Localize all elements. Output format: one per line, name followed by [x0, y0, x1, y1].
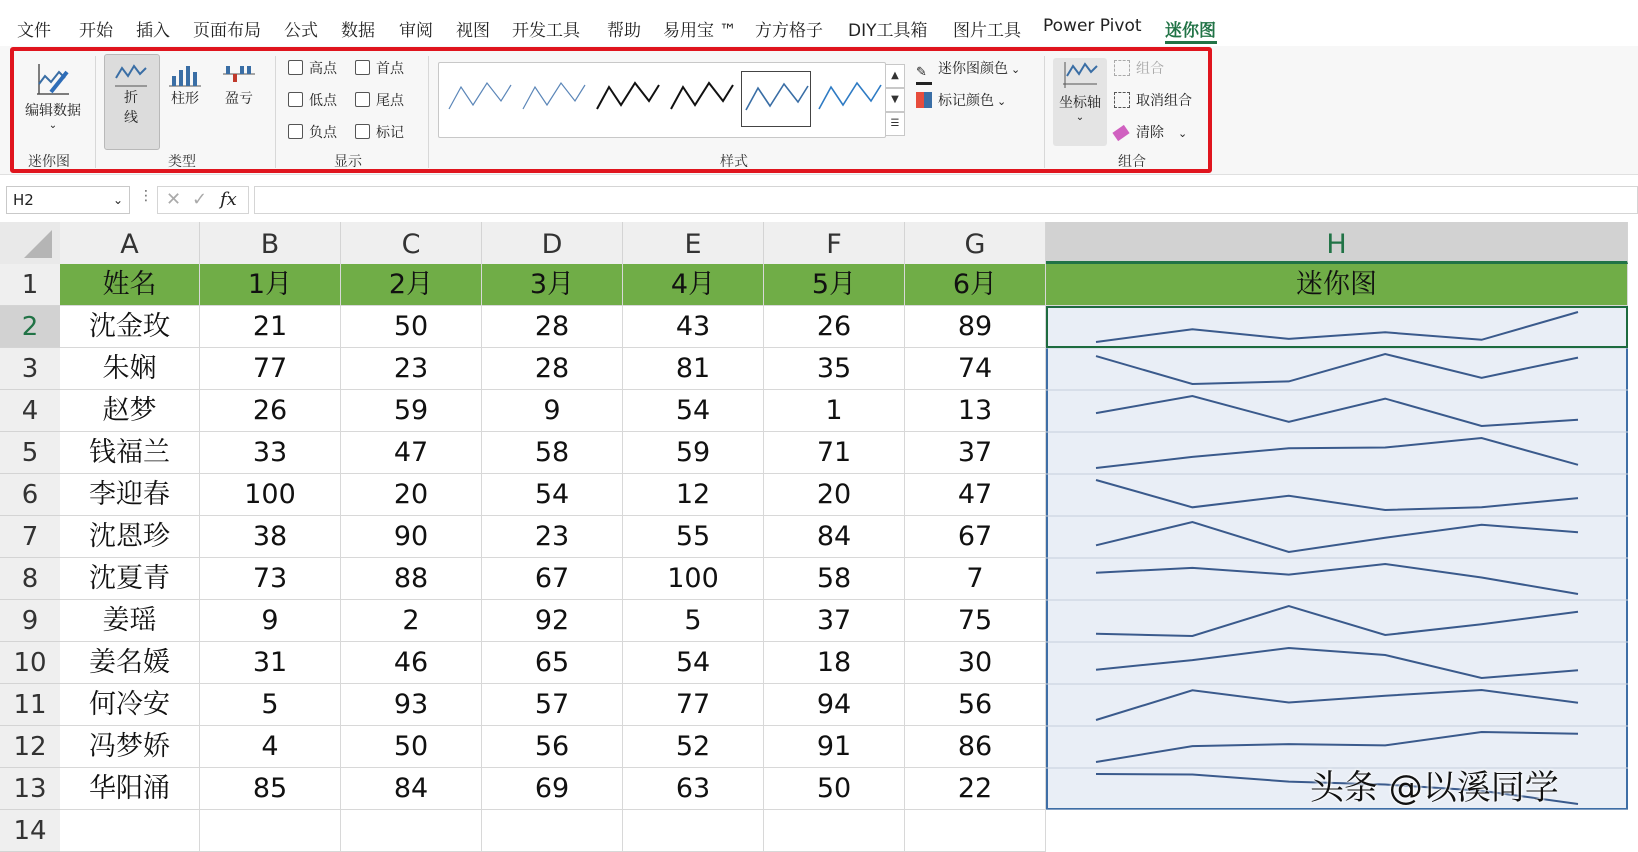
- value-cell[interactable]: 92: [482, 600, 623, 642]
- menu-tab[interactable]: 开始: [79, 21, 113, 41]
- group-label: 组合: [1136, 61, 1164, 77]
- value-cell[interactable]: 5: [623, 600, 764, 642]
- row-header[interactable]: 12: [0, 726, 60, 768]
- value-cell[interactable]: 23: [482, 516, 623, 558]
- menu-tab[interactable]: 数据: [341, 21, 375, 41]
- value-cell[interactable]: 31: [200, 642, 341, 684]
- active-tab-underline: [1165, 41, 1217, 44]
- header-cell[interactable]: 迷你图: [1046, 264, 1628, 306]
- value-cell[interactable]: 54: [482, 474, 623, 516]
- value-cell[interactable]: 21: [200, 306, 341, 348]
- group-label-sparkline: 迷你图: [28, 154, 70, 170]
- header-cell[interactable]: 5月: [764, 264, 905, 306]
- pen-color-icon: ✎: [916, 66, 932, 85]
- group-label-group: 组合: [1118, 154, 1146, 170]
- value-cell[interactable]: 54: [623, 390, 764, 432]
- value-cell[interactable]: 47: [905, 474, 1046, 516]
- value-cell[interactable]: 23: [341, 348, 482, 390]
- value-cell[interactable]: 1: [764, 390, 905, 432]
- row-header[interactable]: 5: [0, 432, 60, 474]
- row-header[interactable]: 1: [0, 264, 60, 306]
- formula-controls: [157, 186, 249, 214]
- sparkline[interactable]: [1096, 606, 1578, 636]
- empty-cell[interactable]: [623, 810, 764, 852]
- value-cell[interactable]: 13: [905, 390, 1046, 432]
- value-cell[interactable]: 18: [764, 642, 905, 684]
- marker-color-label: 标记颜色: [938, 93, 994, 109]
- value-cell[interactable]: 75: [905, 600, 1046, 642]
- row-header[interactable]: 8: [0, 558, 60, 600]
- value-cell[interactable]: 50: [341, 726, 482, 768]
- header-cell[interactable]: 4月: [623, 264, 764, 306]
- row-header[interactable]: 13: [0, 768, 60, 810]
- sparkline[interactable]: [1096, 732, 1578, 762]
- value-cell[interactable]: 28: [482, 348, 623, 390]
- row-header[interactable]: 14: [0, 810, 60, 852]
- menu-tab[interactable]: Power Pivot: [1043, 16, 1142, 36]
- column-header[interactable]: A: [60, 222, 200, 264]
- row-header[interactable]: 11: [0, 684, 60, 726]
- value-cell[interactable]: 100: [623, 558, 764, 600]
- row-header[interactable]: 7: [0, 516, 60, 558]
- name-cell[interactable]: 何冷安: [60, 684, 200, 726]
- menu-tab[interactable]: 方方格子: [755, 21, 823, 41]
- value-cell[interactable]: 73: [200, 558, 341, 600]
- empty-cell[interactable]: [905, 810, 1046, 852]
- header-cell[interactable]: 姓名: [60, 264, 200, 306]
- menu-tab[interactable]: 文件: [17, 21, 51, 41]
- menu-tab[interactable]: 易用宝 ™: [663, 21, 737, 41]
- group-label-style: 样式: [720, 154, 748, 170]
- value-cell[interactable]: 4: [200, 726, 341, 768]
- value-cell[interactable]: 55: [623, 516, 764, 558]
- sparkline[interactable]: [1096, 396, 1578, 426]
- value-cell[interactable]: 5: [200, 684, 341, 726]
- value-cell[interactable]: 46: [341, 642, 482, 684]
- empty-cell[interactable]: [200, 810, 341, 852]
- value-cell[interactable]: 71: [764, 432, 905, 474]
- value-cell[interactable]: 54: [623, 642, 764, 684]
- column-header[interactable]: G: [905, 222, 1046, 264]
- name-box-value: H2: [13, 191, 34, 209]
- chevron-down-icon: ⌄: [48, 120, 58, 131]
- value-cell[interactable]: 81: [623, 348, 764, 390]
- chevron-down-icon: ⌄: [1011, 63, 1021, 76]
- clear-label: 清除: [1136, 125, 1164, 141]
- menu-tab[interactable]: 视图: [456, 21, 490, 41]
- value-cell[interactable]: 59: [341, 390, 482, 432]
- active-cell-h2[interactable]: [1046, 306, 1628, 348]
- column-header[interactable]: D: [482, 222, 623, 264]
- value-cell[interactable]: 52: [623, 726, 764, 768]
- row-header[interactable]: 2: [0, 306, 60, 348]
- value-cell[interactable]: 84: [341, 768, 482, 810]
- column-type-label: 柱形: [171, 91, 199, 107]
- chevron-down-icon: ⌄: [997, 95, 1007, 108]
- row-header[interactable]: 4: [0, 390, 60, 432]
- chevron-down-icon: ⌄: [112, 193, 123, 207]
- formula-input[interactable]: [254, 186, 1638, 214]
- name-cell[interactable]: 沈夏青: [60, 558, 200, 600]
- watermark-text: 头条 @以溪同学: [1310, 768, 1559, 808]
- gallery-down-icon[interactable]: ▼: [885, 88, 905, 112]
- value-cell[interactable]: 94: [764, 684, 905, 726]
- value-cell[interactable]: 84: [764, 516, 905, 558]
- value-cell[interactable]: 22: [905, 768, 1046, 810]
- header-cell[interactable]: 1月: [200, 264, 341, 306]
- value-cell[interactable]: 65: [482, 642, 623, 684]
- last-point-label: 尾点: [376, 93, 404, 109]
- value-cell[interactable]: 67: [482, 558, 623, 600]
- value-cell[interactable]: 12: [623, 474, 764, 516]
- menu-tab[interactable]: 开发工具: [512, 21, 580, 41]
- empty-cell[interactable]: [60, 810, 200, 852]
- select-all-triangle-icon: [0, 222, 60, 264]
- sparkline-layer: [1046, 306, 1628, 810]
- value-cell[interactable]: 86: [905, 726, 1046, 768]
- empty-cell[interactable]: [764, 810, 905, 852]
- value-cell[interactable]: 69: [482, 768, 623, 810]
- value-cell[interactable]: 100: [200, 474, 341, 516]
- enter-icon[interactable]: ✓: [192, 189, 208, 210]
- axis-label: 坐标轴: [1059, 95, 1101, 111]
- name-cell[interactable]: 华阳涌: [60, 768, 200, 810]
- low-point-label: 低点: [309, 93, 337, 109]
- name-box[interactable]: [6, 186, 130, 214]
- value-cell[interactable]: 50: [764, 768, 905, 810]
- menu-tab[interactable]: 页面布局: [193, 21, 261, 41]
- ungroup-label: 取消组合: [1136, 93, 1192, 109]
- edit-data-label: 编辑数据: [25, 103, 81, 119]
- header-cell[interactable]: 6月: [905, 264, 1046, 306]
- column-header[interactable]: F: [764, 222, 905, 264]
- sparkline[interactable]: [1096, 522, 1578, 552]
- value-cell[interactable]: 77: [623, 684, 764, 726]
- value-cell[interactable]: 50: [341, 306, 482, 348]
- value-cell[interactable]: 30: [905, 642, 1046, 684]
- winloss-type-label: 盈亏: [225, 91, 253, 107]
- negative-point-label: 负点: [309, 125, 337, 141]
- column-header[interactable]: B: [200, 222, 341, 264]
- more-options-icon[interactable]: ⋮: [139, 188, 153, 204]
- sparkline[interactable]: [1096, 564, 1578, 594]
- gallery-more-icon[interactable]: ☰: [885, 112, 905, 136]
- menu-tab[interactable]: DIY工具箱: [848, 21, 928, 41]
- empty-cell[interactable]: [482, 810, 623, 852]
- name-cell[interactable]: 姜名媛: [60, 642, 200, 684]
- value-cell[interactable]: 58: [764, 558, 905, 600]
- sparkline[interactable]: [1096, 480, 1578, 510]
- value-cell[interactable]: 67: [905, 516, 1046, 558]
- sparkline[interactable]: [1096, 690, 1578, 720]
- name-cell[interactable]: 赵梦: [60, 390, 200, 432]
- row-header[interactable]: 3: [0, 348, 60, 390]
- highlight-frame: [10, 47, 1212, 173]
- column-header[interactable]: E: [623, 222, 764, 264]
- header-cell[interactable]: 3月: [482, 264, 623, 306]
- value-cell[interactable]: 59: [623, 432, 764, 474]
- menu-bar: [0, 0, 1638, 46]
- row-header[interactable]: 6: [0, 474, 60, 516]
- menu-tab[interactable]: 审阅: [399, 21, 433, 41]
- value-cell[interactable]: 56: [482, 726, 623, 768]
- name-cell[interactable]: 姜瑶: [60, 600, 200, 642]
- value-cell[interactable]: 33: [200, 432, 341, 474]
- value-cell[interactable]: 63: [623, 768, 764, 810]
- high-point-label: 高点: [309, 61, 337, 77]
- insert-function-icon[interactable]: fx: [220, 189, 237, 210]
- value-cell[interactable]: 74: [905, 348, 1046, 390]
- markers-label: 标记: [376, 125, 404, 141]
- group-label-type: 类型: [168, 154, 196, 170]
- value-cell[interactable]: 88: [341, 558, 482, 600]
- sparkline-color-label: 迷你图颜色: [938, 61, 1008, 77]
- row-header[interactable]: 10: [0, 642, 60, 684]
- value-cell[interactable]: 7: [905, 558, 1046, 600]
- group-label-show: 显示: [334, 154, 362, 170]
- value-cell[interactable]: 38: [200, 516, 341, 558]
- value-cell[interactable]: 57: [482, 684, 623, 726]
- chevron-down-icon: ⌄: [1178, 127, 1188, 140]
- header-cell[interactable]: 2月: [341, 264, 482, 306]
- sparkline[interactable]: [1096, 648, 1578, 678]
- empty-cell[interactable]: [341, 810, 482, 852]
- value-cell[interactable]: 43: [623, 306, 764, 348]
- select-all-corner[interactable]: [0, 222, 60, 264]
- value-cell[interactable]: 2: [341, 600, 482, 642]
- menu-tab[interactable]: 帮助: [607, 21, 641, 41]
- menu-tab[interactable]: 图片工具: [953, 21, 1021, 41]
- value-cell[interactable]: 26: [200, 390, 341, 432]
- value-cell[interactable]: 93: [341, 684, 482, 726]
- value-cell[interactable]: 77: [200, 348, 341, 390]
- value-cell[interactable]: 90: [341, 516, 482, 558]
- name-cell[interactable]: 朱娴: [60, 348, 200, 390]
- first-point-label: 首点: [376, 61, 404, 77]
- value-cell[interactable]: 20: [764, 474, 905, 516]
- value-cell[interactable]: 89: [905, 306, 1046, 348]
- value-cell[interactable]: 37: [764, 600, 905, 642]
- value-cell[interactable]: 9: [482, 390, 623, 432]
- value-cell[interactable]: 9: [200, 600, 341, 642]
- value-cell[interactable]: 28: [482, 306, 623, 348]
- name-cell[interactable]: 李迎春: [60, 474, 200, 516]
- value-cell[interactable]: 58: [482, 432, 623, 474]
- name-cell[interactable]: 冯梦娇: [60, 726, 200, 768]
- column-header[interactable]: H: [1046, 222, 1628, 264]
- row-header[interactable]: 9: [0, 600, 60, 642]
- value-cell[interactable]: 35: [764, 348, 905, 390]
- menu-tab[interactable]: 公式: [284, 21, 318, 41]
- value-cell[interactable]: 20: [341, 474, 482, 516]
- chevron-down-icon: ⌄: [1075, 112, 1085, 123]
- name-cell[interactable]: 钱福兰: [60, 432, 200, 474]
- column-header[interactable]: C: [341, 222, 482, 264]
- sparkline[interactable]: [1096, 438, 1578, 468]
- gallery-up-icon[interactable]: ▲: [885, 64, 905, 88]
- line-type-label: 折线: [124, 90, 138, 126]
- value-cell[interactable]: 37: [905, 432, 1046, 474]
- menu-tab[interactable]: 迷你图: [1165, 21, 1216, 41]
- name-cell[interactable]: 沈金玫: [60, 306, 200, 348]
- menu-tab[interactable]: 插入: [136, 21, 170, 41]
- value-cell[interactable]: 91: [764, 726, 905, 768]
- sparkline[interactable]: [1096, 354, 1578, 384]
- value-cell[interactable]: 47: [341, 432, 482, 474]
- cancel-icon[interactable]: ✕: [166, 189, 182, 210]
- value-cell[interactable]: 85: [200, 768, 341, 810]
- name-cell[interactable]: 沈恩珍: [60, 516, 200, 558]
- value-cell[interactable]: 56: [905, 684, 1046, 726]
- value-cell[interactable]: 26: [764, 306, 905, 348]
